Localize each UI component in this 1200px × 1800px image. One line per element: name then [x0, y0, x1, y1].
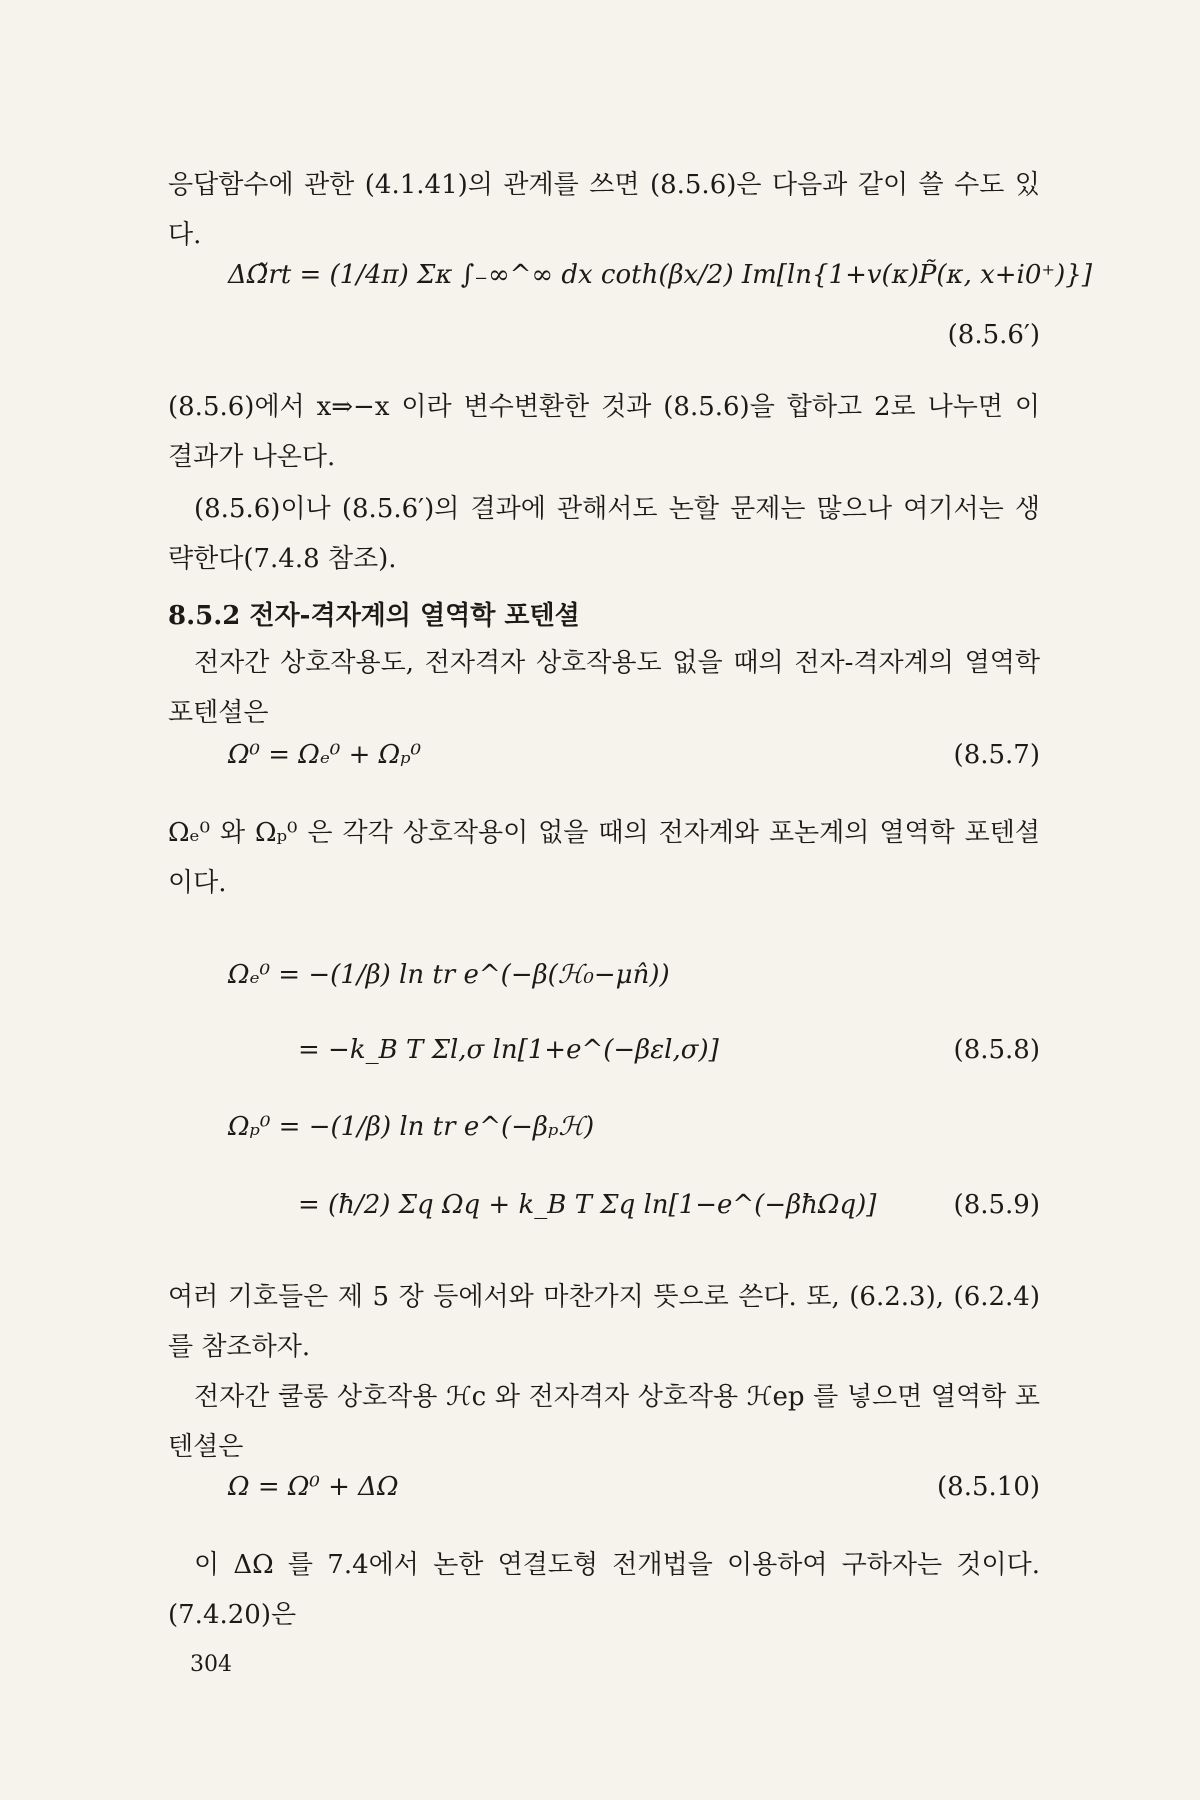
equation-row-8-5-6-prime [168, 260, 1092, 310]
equation-8-5-8-line1: Ωₑ⁰ = −(1/β) ln tr e^(−β(ℋ₀−μn̂)) [228, 960, 670, 990]
equation-number-8-5-8: (8.5.8) [953, 1035, 1040, 1065]
equation-row-8-5-9b [168, 1190, 1040, 1240]
paragraph-thermodynamic-potential: 전자간 상호작용도, 전자격자 상호작용도 없을 때의 전자-격자계의 열역학 포텐셜은 [168, 648, 1040, 728]
page-number: 304 [190, 1652, 232, 1677]
section-heading-8-5-2: 8.5.2 전자-격자계의 열역학 포텐셜 [168, 601, 580, 631]
equation-8-5-9-line2: = (ħ/2) Σq Ωq + k_B T Σq ln[1−e^(−βħΩq)] [298, 1190, 877, 1220]
equation-row-8-5-9a [168, 1112, 1040, 1162]
equation-number-row [168, 320, 1040, 370]
equation-8-5-8-line2: = −k_B T Σl,σ ln[1+e^(−βεl,σ)] [298, 1035, 719, 1065]
equation-8-5-9-line1: Ωₚ⁰ = −(1/β) ln tr e^(−βₚℋ) [228, 1112, 595, 1142]
paragraph-interactions: 전자간 쿨롱 상호작용 ℋc 와 전자격자 상호작용 ℋep 를 넣으면 열역학 포텐셜은 [168, 1382, 1040, 1462]
paragraph-variable-change: (8.5.6)에서 x⇒−x 이라 변수변환한 것과 (8.5.6)을 합하고 2로 나누면 이 결과가 나온다. [168, 392, 1040, 472]
equation-number-8-5-10: (8.5.10) [937, 1472, 1040, 1502]
equation-number-8-5-6-prime: (8.5.6′) [947, 320, 1040, 350]
paragraph-free-potentials: Ωₑ⁰ 와 Ωₚ⁰ 은 각각 상호작용이 없을 때의 전자계와 포논계의 열역학 포텐셜이다. [168, 818, 1040, 898]
paragraph-response-function: 응답함수에 관한 (4.1.41)의 관계를 쓰면 (8.5.6)은 다음과 같이 쓸 수도 있다. [168, 170, 1040, 250]
equation-row-8-5-7 [168, 740, 1040, 790]
paragraph-symbols: 여러 기호들은 제 5 장 등에서와 마찬가지 뜻으로 쓴다. 또, (6.2.3), (6.2.4)를 참조하자. [168, 1282, 1040, 1362]
equation-8-5-10: Ω = Ω⁰ + ΔΩ [228, 1472, 399, 1502]
paragraph-discussion: (8.5.6)이나 (8.5.6′)의 결과에 관해서도 논할 문제는 많으나 여기서는 생략한다(7.4.8 참조). [168, 494, 1040, 574]
equation-8-5-6-prime: ΔΩ̃rt = (1/4π) Σκ ∫₋∞^∞ dx coth(βx/2) Im[ln{1+v(κ)P̃(κ, x+i0⁺)}] [228, 260, 1092, 290]
equation-8-5-7: Ω⁰ = Ωₑ⁰ + Ωₚ⁰ [228, 740, 422, 770]
equation-row-8-5-8a [168, 960, 1040, 1010]
equation-row-8-5-8b [168, 1035, 1040, 1085]
equation-number-8-5-9: (8.5.9) [953, 1190, 1040, 1220]
equation-number-8-5-7: (8.5.7) [953, 740, 1040, 770]
equation-row-8-5-10 [168, 1472, 1040, 1522]
paragraph-diagram-expansion: 이 ΔΩ 를 7.4에서 논한 연결도형 전개법을 이용하여 구하자는 것이다. (7.4.20)은 [168, 1550, 1040, 1630]
